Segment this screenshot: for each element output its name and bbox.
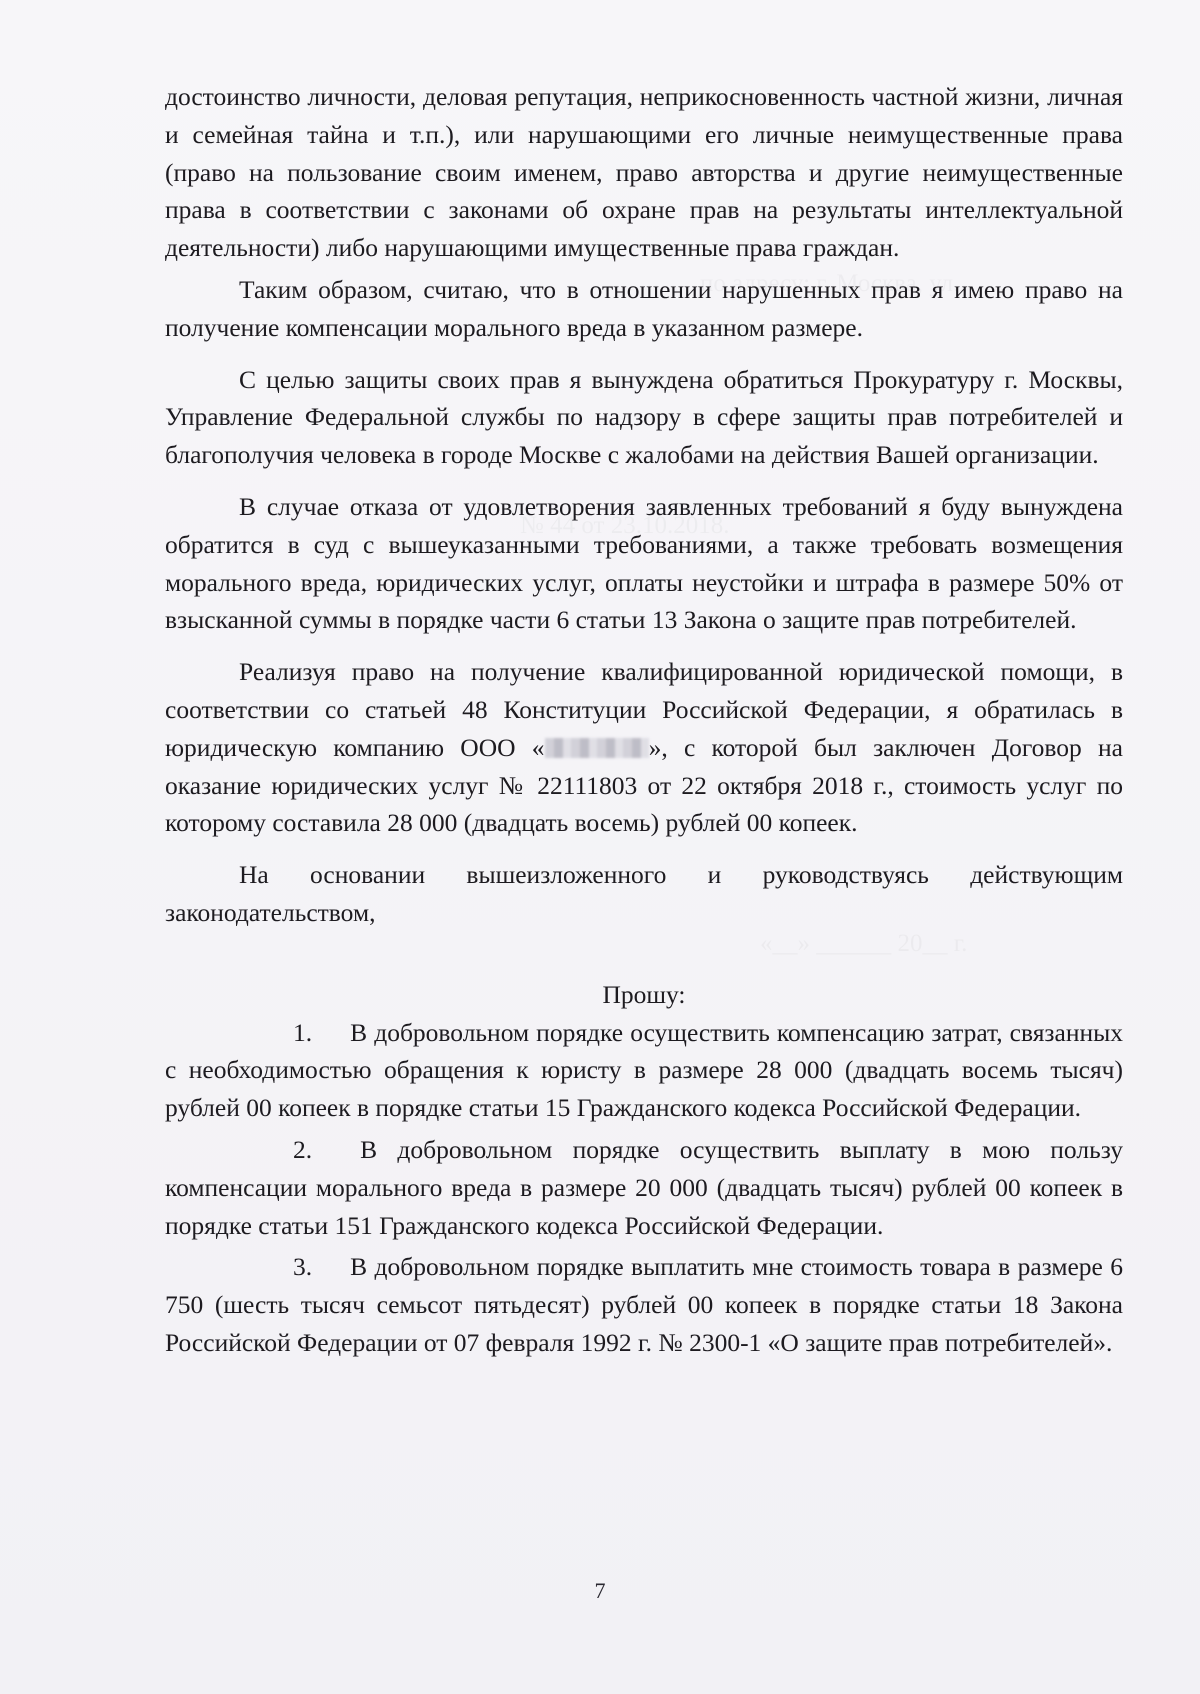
legal-help-text-after: », с которой был заключен Договор на оказание юридических услуг № 22111803 от 22 октября 2018 г., стоимость услуг по которому составила 28 000 (двадцать восемь) рублей 00 копеек.	[165, 732, 1123, 838]
paragraph-moral-damage: Таким образом, считаю, что в отношении нарушенных прав я имею право на получение компенсации морального вреда в указанном размере.	[165, 274, 1123, 342]
request-item	[165, 1014, 1123, 1127]
paragraph-continuation: достоинство личности, деловая репутация, неприкосновенность частной жизни, личная и семейная тайна и т.п.), или нарушающими его личные неимущественные права (право на пользование своим именем, право авторства и другие неимущественные права в соответствии с законами об охране прав на результаты интеллектуальной деятельности) либо нарушающими имущественные права граждан.	[165, 82, 1123, 263]
request-heading: Прошу:	[602, 979, 686, 1009]
paragraph-complaints: С целью защиты своих прав я вынуждена обратиться Прокуратуру г. Москвы, Управление Федеральной службы по надзору в сфере защиты прав потребителей и благополучия человека в городе Москве с жалобами на действия Вашей организации.	[165, 364, 1123, 470]
legal-help-text-before: Реализуя право на получение квалифицированной юридической помощи, в соответствии со статьей 48 Конституции Российской Федерации, я обратилась в юридическую компанию ООО «	[165, 657, 1123, 762]
request-item-text: В добровольном порядке осуществить компенсацию затрат, связанных с необходимостью обращения к юристу в размере 28 000 (двадцать восемь тысяч) рублей 00 копеек в порядке статьи 15 Гражданского кодекса Российской Федерации.	[165, 1017, 1123, 1123]
paragraph-court-warning: В случае отказа от удовлетворения заявленных требований я буду вынуждена обратится в суд с вышеуказанными требованиями, а также требовать возмещения морального вреда, юридических услуг, оплаты неустойки и штрафа в размере 50% от взысканной суммы в порядке части 6 статьи 13 Закона о защите прав потребителей.	[165, 491, 1123, 635]
request-item	[165, 1131, 1123, 1244]
request-item-number: 2.	[293, 1134, 313, 1164]
document-body	[165, 78, 1123, 1362]
request-item-number: 1.	[293, 1017, 313, 1047]
redacted-company-name	[545, 738, 649, 758]
page-number: 7	[594, 1578, 606, 1603]
request-item-number: 3.	[293, 1252, 313, 1282]
request-item-text: В добровольном порядке выплатить мне стоимость товара в размере 6 750 (шесть тысяч семьсот пятьдесят) рублей 00 копеек в порядке статьи 18 Закона Российской Федерации от 07 февраля 1992 г. № 2300-1 «О защите прав потребителей».	[165, 1252, 1123, 1357]
paragraph-basis: На основании вышеизложенного и руководствуясь действующим законодательством,	[165, 860, 1123, 927]
paragraph-legal-help	[165, 653, 1123, 842]
request-item-text: В добровольном порядке осуществить выплату в мою пользу компенсации морального вреда в размере 20 000 (двадцать тысяч) рублей 00 копеек в порядке статьи 151 Гражданского кодекса Российской Федерации.	[165, 1134, 1123, 1240]
request-item	[165, 1248, 1123, 1361]
